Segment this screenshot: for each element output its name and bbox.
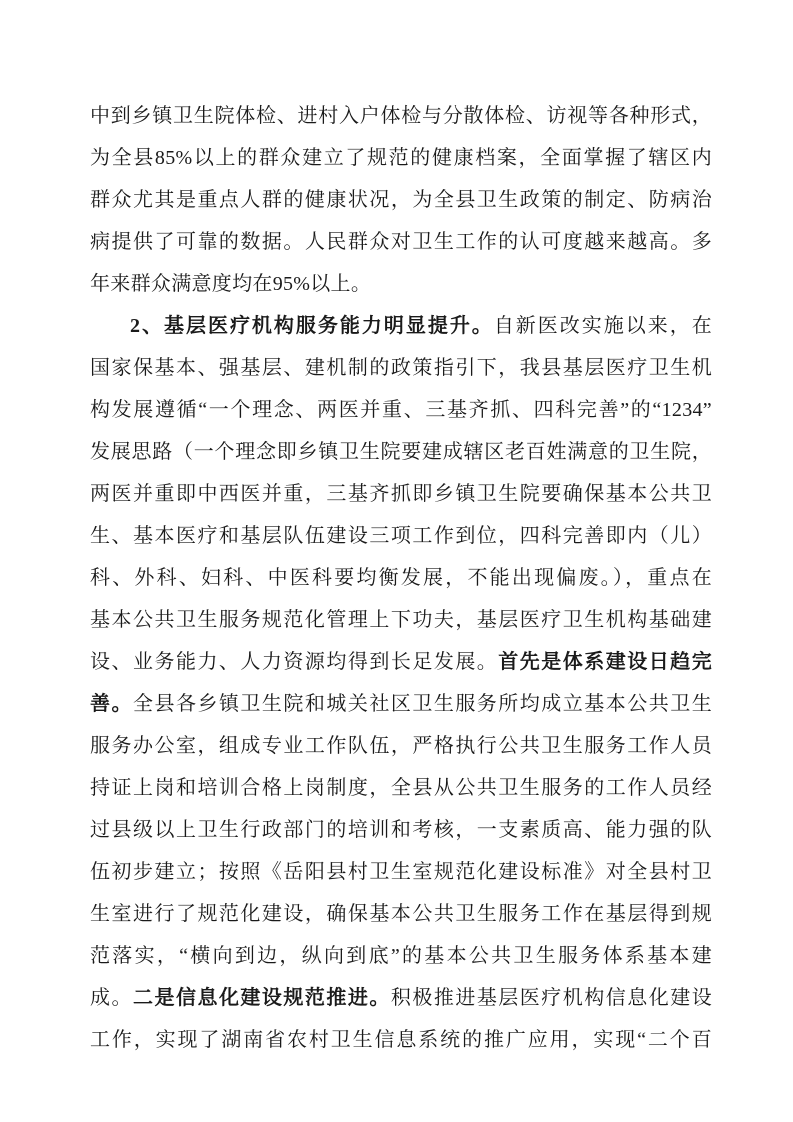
text-line <box>90 221 712 263</box>
text-run: 国家保基本、强基层、建机制的政策指引下，我县基层医疗卫生机 <box>90 357 712 379</box>
text-line <box>90 305 712 347</box>
text-line <box>90 893 712 935</box>
text-line <box>90 809 712 851</box>
text-run: 中到乡镇卫生院体检、进村入户体检与分散体检、访视等各种形式， <box>90 105 712 127</box>
text-line <box>90 179 712 221</box>
text-run: 生、基本医疗和基层队伍建设三项工作到位，四科完善即内（儿） <box>90 525 712 547</box>
text-line <box>90 389 712 431</box>
text-line <box>90 515 712 557</box>
text-line <box>90 557 712 599</box>
text-run: 过县级以上卫生行政部门的培训和考核，一支素质高、能力强的队 <box>90 819 712 841</box>
bold-text-run: 2、基层医疗机构服务能力明显提升。 <box>130 315 494 337</box>
text-line <box>90 767 712 809</box>
text-line <box>90 851 712 893</box>
text-run: 全县各乡镇卫生院和城关社区卫生服务所均成立基本公共卫生 <box>132 693 712 715</box>
text-line <box>90 1019 712 1061</box>
text-run: 伍初步建立；按照《岳阳县村卫生室规范化建设标准》对全县村卫 <box>90 861 712 883</box>
text-run: 设、业务能力、人力资源均得到长足发展。 <box>90 651 499 673</box>
text-run: 为全县85%以上的群众建立了规范的健康档案，全面掌握了辖区内 <box>90 147 712 169</box>
text-run: 病提供了可靠的数据。人民群众对卫生工作的认可度越来越高。多 <box>90 231 712 253</box>
text-line <box>90 641 712 683</box>
text-line <box>90 347 712 389</box>
text-run: 成。 <box>90 987 133 1009</box>
text-run: 服务办公室，组成专业工作队伍，严格执行公共卫生服务工作人员 <box>90 735 712 757</box>
bold-text-run: 善。 <box>90 693 133 715</box>
text-run: 群众尤其是重点人群的健康状况，为全县卫生政策的制定、防病治 <box>90 189 712 211</box>
text-line <box>90 725 712 767</box>
text-line <box>90 137 712 179</box>
text-run: 自新医改实施以来，在 <box>493 315 712 337</box>
text-line <box>90 95 712 137</box>
text-line <box>90 263 712 305</box>
text-run: 年来群众满意度均在95%以上。 <box>90 273 372 295</box>
text-run: 持证上岗和培训合格上岗制度，全县从公共卫生服务的工作人员经 <box>90 777 712 799</box>
text-run: 工作，实现了湖南省农村卫生信息系统的推广应用，实现“二个百 <box>90 1029 712 1051</box>
text-run: 科、外科、妇科、中医科要均衡发展，不能出现偏废。），重点在 <box>90 567 712 589</box>
text-line <box>90 599 712 641</box>
text-run: 积极推进基层医疗机构信息化建设 <box>390 987 712 1009</box>
text-run: 范落实，“横向到边，纵向到底”的基本公共卫生服务体系基本建 <box>90 945 712 967</box>
text-block <box>90 95 712 1061</box>
text-run: 基本公共卫生服务规范化管理上下功夫，基层医疗卫生机构基础建 <box>90 609 712 631</box>
text-run: 构发展遵循“一个理念、两医并重、三基齐抓、四科完善”的“1234” <box>90 399 712 421</box>
text-run: 生室进行了规范化建设，确保基本公共卫生服务工作在基层得到规 <box>90 903 712 925</box>
text-line <box>90 683 712 725</box>
text-line <box>90 935 712 977</box>
text-line <box>90 473 712 515</box>
text-line <box>90 431 712 473</box>
text-run: 两医并重即中西医并重，三基齐抓即乡镇卫生院要确保基本公共卫 <box>90 483 712 505</box>
text-run: 发展思路（一个理念即乡镇卫生院要建成辖区老百姓满意的卫生院， <box>90 441 712 463</box>
text-line <box>90 977 712 1019</box>
bold-text-run: 二是信息化建设规范推进。 <box>132 987 391 1009</box>
bold-text-run: 首先是体系建设日趋完 <box>498 651 712 673</box>
